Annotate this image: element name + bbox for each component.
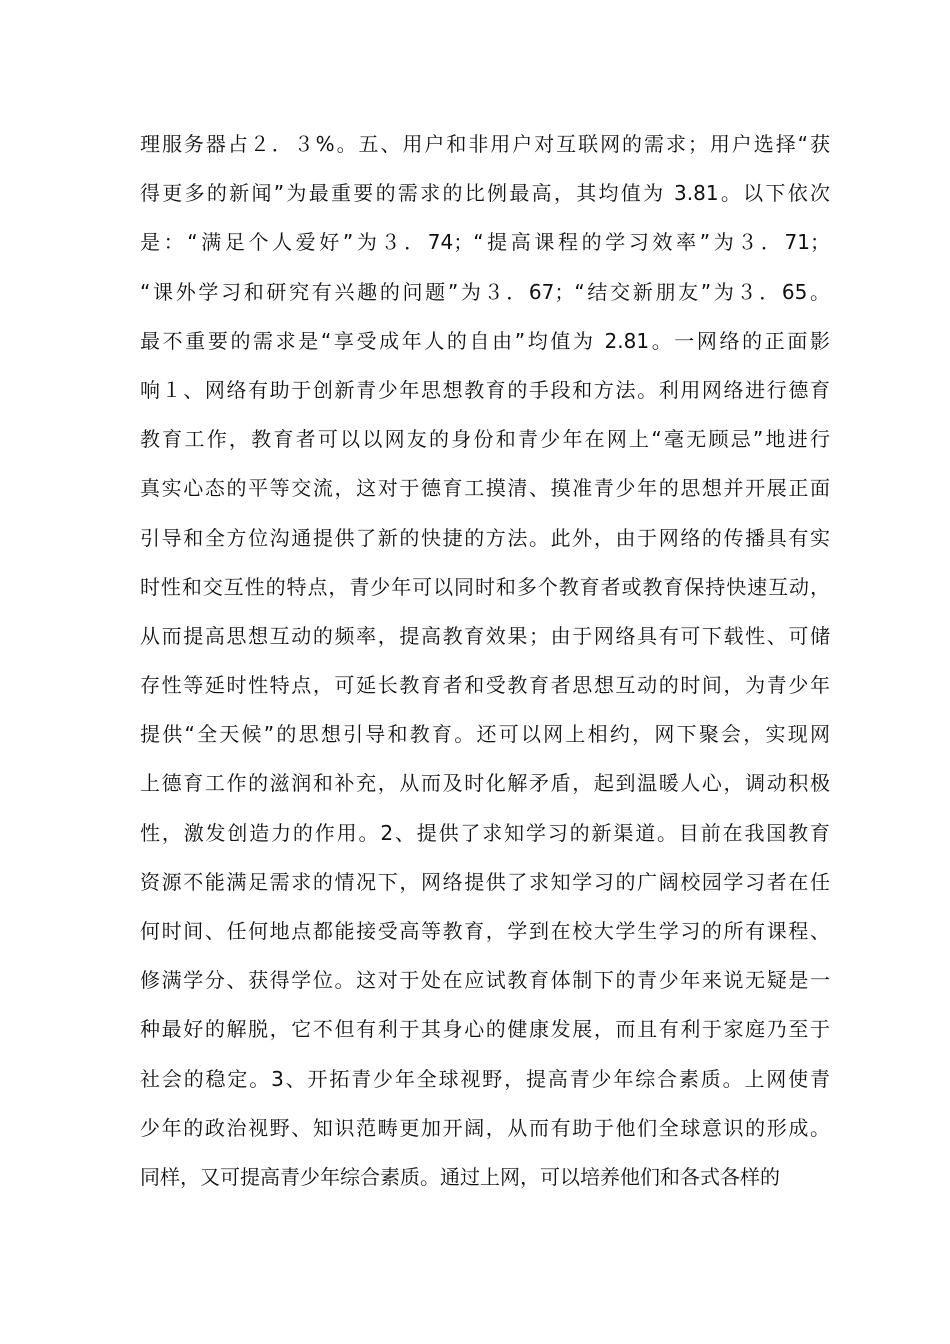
body-text: [140, 120, 830, 1202]
text-line: 提供“全天候”的思想引导和教育。还可以网上相约，网下聚会，实现网: [140, 722, 830, 747]
text-line: 存性等延时性特点，可延长教育者和受教育者思想互动的时间，为青少年: [140, 673, 830, 698]
text-line: 社会的稳定。3、开拓青少年全球视野，提高青少年综合素质。上网使青: [140, 1066, 830, 1091]
text-line: 是：“满足个人爱好”为３．74；“提高课程的学习效率”为３．71；: [140, 230, 830, 255]
text-line: “课外学习和研究有兴趣的问题”为３．67；“结交新朋友”为３．65。: [140, 279, 830, 304]
text-line: 何时间、任何地点都能接受高等教育，学到在校大学生学习的所有课程、: [140, 919, 830, 943]
text-line: 种最好的解脱，它不但有利于其身心的健康发展，而且有利于家庭乃至于: [140, 1017, 830, 1042]
text-line: 教育工作，教育者可以以网友的身份和青少年在网上“毫无顾忌”地进行: [140, 427, 830, 452]
text-line: 性，激发创造力的作用。2、提供了求知学习的新渠道。目前在我国教育: [140, 820, 830, 845]
text-line: 从而提高思想互动的频率，提高教育效果；由于网络具有可下载性、可储: [140, 623, 830, 648]
text-line: 同样，又可提高青少年综合素质。通过上网，可以培养他们和各式各样的: [140, 1164, 780, 1189]
text-line: 修满学分、获得学位。这对于处在应试教育体制下的青少年来说无疑是一: [140, 968, 830, 993]
text-line: 时性和交互性的特点，青少年可以同时和多个教育者或教育保持快速互动，: [140, 574, 830, 599]
text-line: 得更多的新闻”为最重要的需求的比例最高，其均值为 3.81。以下依次: [140, 181, 830, 206]
text-line: 真实心态的平等交流，这对于德育工摸清、摸准青少年的思想并开展正面: [140, 476, 830, 501]
text-line: 最不重要的需求是“享受成年人的自由”均值为 2.81。一网络的正面影: [140, 328, 830, 353]
text-line: 引导和全方位沟通提供了新的快捷的方法。此外，由于网络的传播具有实: [140, 525, 830, 550]
text-line: 上德育工作的滋润和补充，从而及时化解矛盾，起到温暖人心，调动积极: [140, 771, 830, 796]
text-line: 响１、网络有助于创新青少年思想教育的手段和方法。利用网络进行德育: [140, 377, 830, 402]
text-line: 理服务器占２．３%。五、用户和非用户对互联网的需求；用户选择“获: [140, 132, 830, 156]
text-line: 资源不能满足需求的情况下，网络提供了求知学习的广阔校园学习者在任: [140, 869, 830, 894]
text-line: 少年的政治视野、知识范畴更加开阔，从而有助于他们全球意识的形成。: [140, 1115, 830, 1140]
